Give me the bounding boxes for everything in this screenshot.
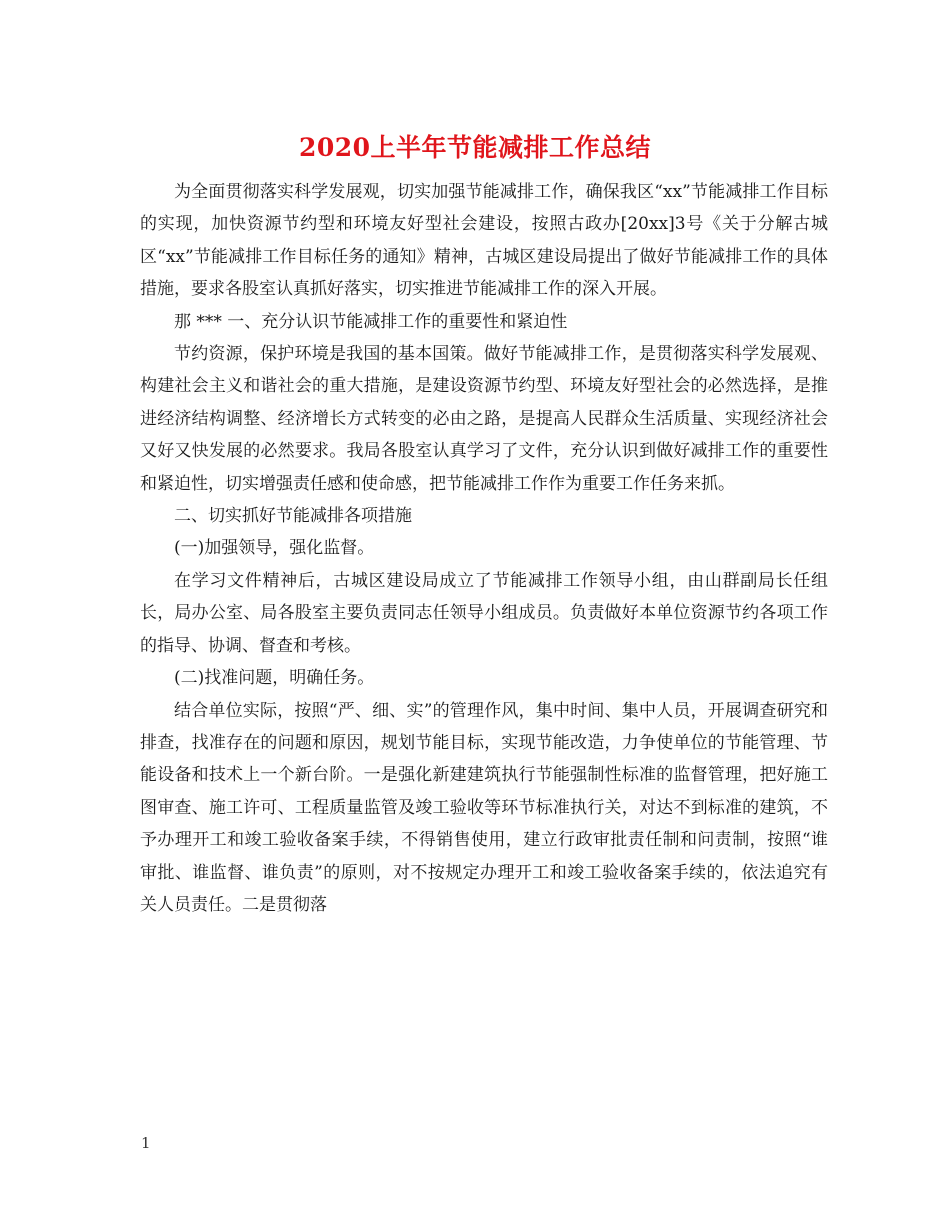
section-heading-2: 二、切实抓好节能减排各项措施: [174, 506, 412, 527]
document-body: [140, 176, 828, 921]
paragraph-tasks: 结合单位实际，按照“严、细、实”的管理作风，集中时间、集中人员，开展调查研究和排查，找准存在的问题和原因，规划节能目标，实现节能改造，力争使单位的节能管理、节能设备和技术上一个新台阶。一是强化新建建筑执行节能强制性标准的监督管理，把好施工图审查、施工许可、工程质量监管及竣工验收等环节标准执行关，对达不到标准的建筑，不予办理开工和竣工验收备案手续，不得销售使用，建立行政审批责任制和问责制，按照“谁审批、谁监督、谁负责”的原则，对不按规定办理开工和竣工验收备案手续的，依法追究有关人员责任。二是贯彻落: [140, 700, 828, 915]
section-heading-1: 那 *** 一、充分认识节能减排工作的重要性和紧迫性: [174, 311, 568, 332]
subsection-heading-2: (二)找准问题，明确任务。: [174, 668, 375, 689]
document-title: 2020上半年节能减排工作总结: [298, 133, 652, 162]
paragraph-leadership: 在学习文件精神后，古城区建设局成立了节能减排工作领导小组，由山群副局长任组长，局办公室、局各股室主要负责同志任领导小组成员。负责做好本单位资源节约各项工作的指导、协调、督查和考核。: [140, 570, 828, 656]
paragraph-importance: 节约资源，保护环境是我国的基本国策。做好节能减排工作，是贯彻落实科学发展观、构建社会主义和谐社会的重大措施，是建设资源节约型、环境友好型社会的必然选择，是推进经济结构调整、经济增长方式转变的必由之路，是提高人民群众生活质量、实现经济社会又好又快发展的必然要求。我局各股室认真学习了文件，充分认识到做好减排工作的重要性和紧迫性，切实增强责任感和使命感，把节能减排工作作为重要工作任务来抓。: [140, 344, 828, 494]
page-number: 1: [141, 1134, 151, 1152]
subsection-heading-1: (一)加强领导，强化监督。: [174, 538, 375, 559]
paragraph-intro: 为全面贯彻落实科学发展观，切实加强节能减排工作，确保我区“xx”节能减排工作目标的实现，加快资源节约型和环境友好型社会建设，按照古政办[20xx]3号《关于分解古城区“xx”节能减排工作目标任务的通知》精神，古城区建设局提出了做好节能减排工作的具体措施，要求各股室认真抓好落实，切实推进节能减排工作的深入开展。: [140, 182, 828, 300]
